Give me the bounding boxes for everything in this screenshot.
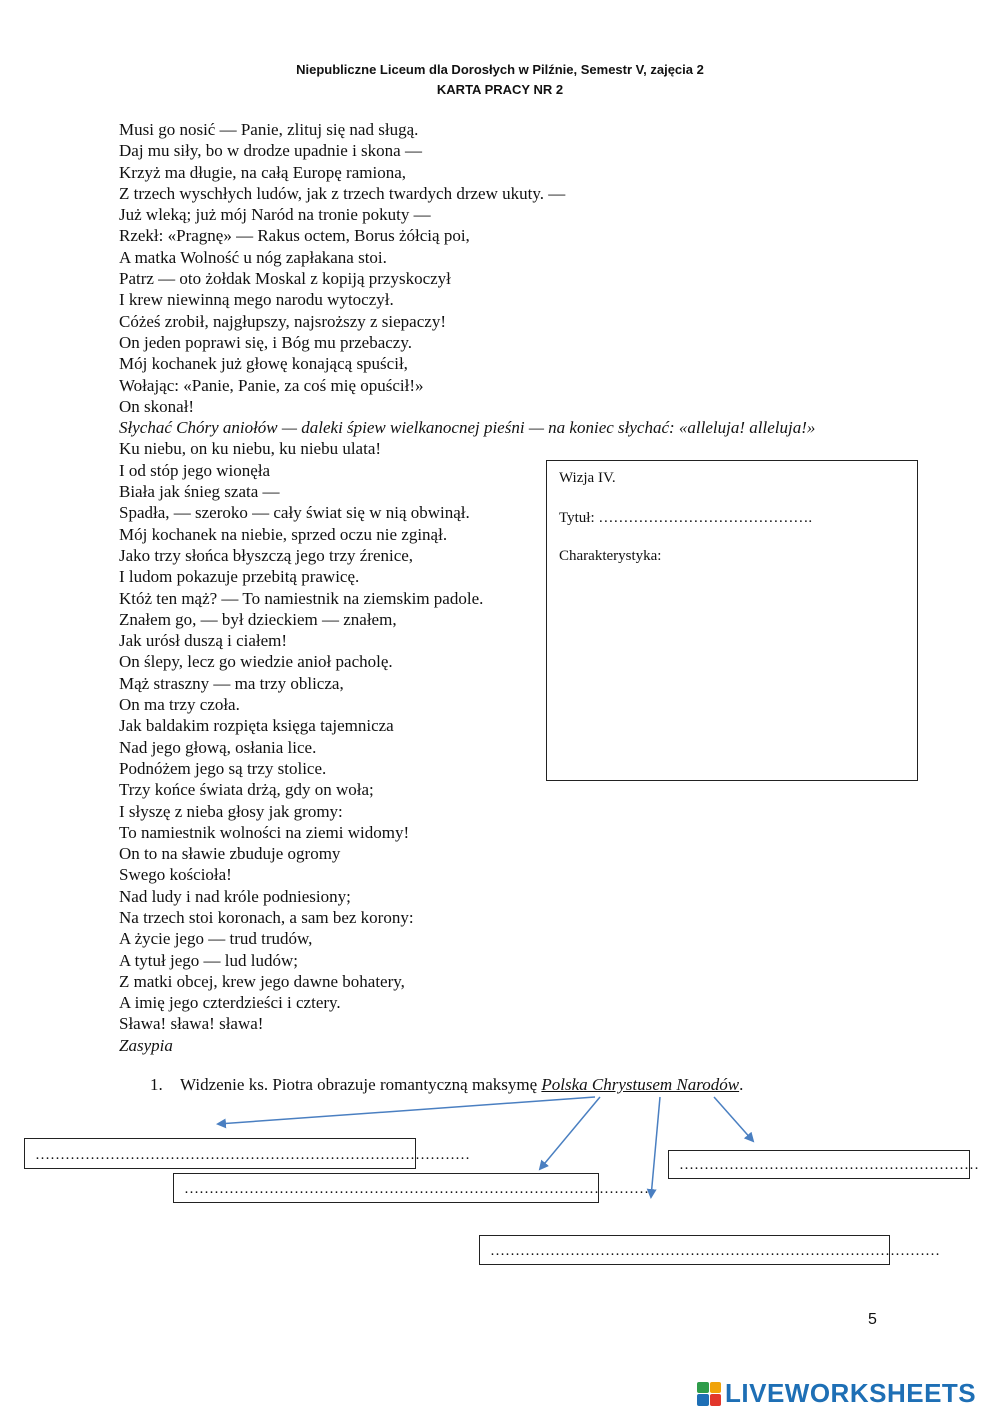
poem-line: I słyszę z nieba głosy jak gromy: xyxy=(119,801,343,821)
poem-line: On jeden poprawi się, i Bóg mu przebaczy. xyxy=(119,332,413,352)
answer-box-4[interactable] xyxy=(479,1235,940,1265)
logo-square-1 xyxy=(697,1382,709,1394)
poem-line: Spadła, — szeroko — cały świat się w nią obwinął. xyxy=(119,503,470,523)
liveworksheets-logo xyxy=(697,1378,976,1409)
arrow-left xyxy=(218,1097,595,1124)
answer-box-2[interactable] xyxy=(173,1173,649,1203)
page-number: 5 xyxy=(868,1311,877,1328)
answer-box-2-dots: ………………………………………………………………………………… xyxy=(184,1181,649,1197)
poem-line: On skonał! xyxy=(119,396,195,416)
logo-square-3 xyxy=(697,1394,709,1406)
poem-line: Mąż straszny — ma trzy oblicza, xyxy=(119,673,344,693)
poem-line: Jako trzy słońca błyszczą jego trzy źrenice, xyxy=(119,545,414,565)
answer-box-3-dots: …………………………………………………… xyxy=(679,1157,979,1173)
poem-line: Nad jego głową, osłania lice. xyxy=(119,737,317,757)
poem-line: Już wleką; już mój Naród na tronie pokuty — xyxy=(119,205,431,225)
poem-line: Jak baldakim rozpięta księga tajemnicza xyxy=(119,716,394,736)
logo-square-4 xyxy=(710,1394,722,1406)
arrow-center-left xyxy=(540,1097,600,1169)
poem-line: I ludom pokazuje przebitą prawicę. xyxy=(119,567,360,587)
poem-line: Ku niebu, on ku niebu, ku niebu ulata! xyxy=(119,439,382,459)
poem-line: Z trzech wyschłych ludów, jak z trzech twardych drzew ukuty. — xyxy=(119,183,566,203)
poem-line: On ma trzy czoła. xyxy=(119,695,240,715)
poem-line: Wołając: «Panie, Panie, za coś mię opuścił!» xyxy=(119,375,424,395)
poem-line: Nad ludy i nad króle podniesiony; xyxy=(119,886,351,906)
poem-line: Słychać Chóry aniołów — daleki śpiew wielkanocnej pieśni — na koniec słychać: «alleluja! alleluja!» xyxy=(119,418,816,438)
poem-line: On ślepy, lecz go wiedzie anioł pacholę. xyxy=(119,652,393,672)
answer-box-1[interactable] xyxy=(24,1138,470,1169)
arrow-right xyxy=(714,1097,753,1141)
logo-square-2 xyxy=(710,1382,722,1394)
vision-box-title-field[interactable]: Tytuł: ……………………………………. xyxy=(559,510,813,526)
poem-line: I od stóp jego wionęła xyxy=(119,460,271,480)
poem-line: On to na sławie zbuduje ogromy xyxy=(119,844,341,864)
poem-line: Któż ten mąż? — To namiestnik na ziemskim padole. xyxy=(119,588,484,608)
header-school-name: Niepubliczne Liceum dla Dorosłych w Pilźnie, Semestr V, zajęcia 2 xyxy=(296,62,704,77)
task-number: 1. xyxy=(150,1075,163,1094)
answer-box-4-dots: ……………………………………………………………………………… xyxy=(490,1243,940,1259)
poem-line: A matka Wolność u nóg zapłakana stoi. xyxy=(119,247,387,267)
poem-line: Cóżeś zrobił, najgłupszy, najsroższy z siepaczy! xyxy=(119,311,446,331)
poem-line: To namiestnik wolności na ziemi widomy! xyxy=(119,822,410,842)
poem-line: Jak urósł duszą i ciałem! xyxy=(119,631,288,651)
poem-line: Biała jak śnieg szata — xyxy=(119,482,280,502)
answer-box-3[interactable] xyxy=(668,1150,979,1179)
poem-line: Zasypia xyxy=(119,1035,173,1055)
poem-line: A tytuł jego — lud ludów; xyxy=(119,950,298,970)
poem-line: Krzyż ma długie, na całą Europę ramiona, xyxy=(119,162,406,182)
poem-line: A życie jego — trud trudów, xyxy=(119,929,313,949)
poem-line: Sława! sława! sława! xyxy=(119,1014,264,1034)
poem-line: Daj mu siły, bo w drodze upadnie i skona — xyxy=(119,141,422,161)
poem-line: Musi go nosić — Panie, zlituj się nad sługą. xyxy=(119,120,419,139)
task-text: Widzenie ks. Piotra obrazuje romantyczną maksymę xyxy=(180,1075,542,1094)
poem-line: Z matki obcej, krew jego dawne bohatery, xyxy=(119,971,405,991)
arrow-center-down xyxy=(651,1097,660,1197)
poem-line: Mój kochanek na niebie, sprzed oczu nie zginął. xyxy=(119,524,448,544)
vision-box-title: Wizja IV. xyxy=(559,470,616,486)
vision-box-characteristics-field[interactable]: Charakterystyka: xyxy=(559,548,662,564)
poem-line: Mój kochanek już głowę konającą spuścił, xyxy=(119,354,408,374)
poem-line: Swego kościoła! xyxy=(119,865,232,885)
poem-line: Podnóżem jego są trzy stolice. xyxy=(119,758,327,778)
header-worksheet-title: KARTA PRACY NR 2 xyxy=(436,82,564,97)
task-text-end: . xyxy=(739,1075,744,1094)
poem-line: A imię jego czterdzieści i cztery. xyxy=(119,993,341,1013)
poem-line: Znałem go, — był dzieckiem — znałem, xyxy=(119,609,397,629)
task-maxim: Polska Chrystusem Narodów xyxy=(541,1075,740,1094)
liveworksheets-logo-icon xyxy=(697,1382,721,1406)
poem-line: I krew niewinną mego narodu wytoczył. xyxy=(119,290,394,310)
poem-line: Na trzech stoi koronach, a sam bez korony: xyxy=(119,907,414,927)
liveworksheets-brand-text: LIVEWORKSHEETS xyxy=(725,1378,977,1408)
poem-line: Trzy końce świata drżą, gdy on woła; xyxy=(119,780,374,800)
answer-box-1-dots: …………………………………………………………………………… xyxy=(35,1147,470,1163)
poem-line: Patrz — oto żołdak Moskal z kopiją przyskoczył xyxy=(119,269,451,289)
poem-line: Rzekł: «Pragnę» — Rakus octem, Borus żółcią poi, xyxy=(119,226,470,246)
